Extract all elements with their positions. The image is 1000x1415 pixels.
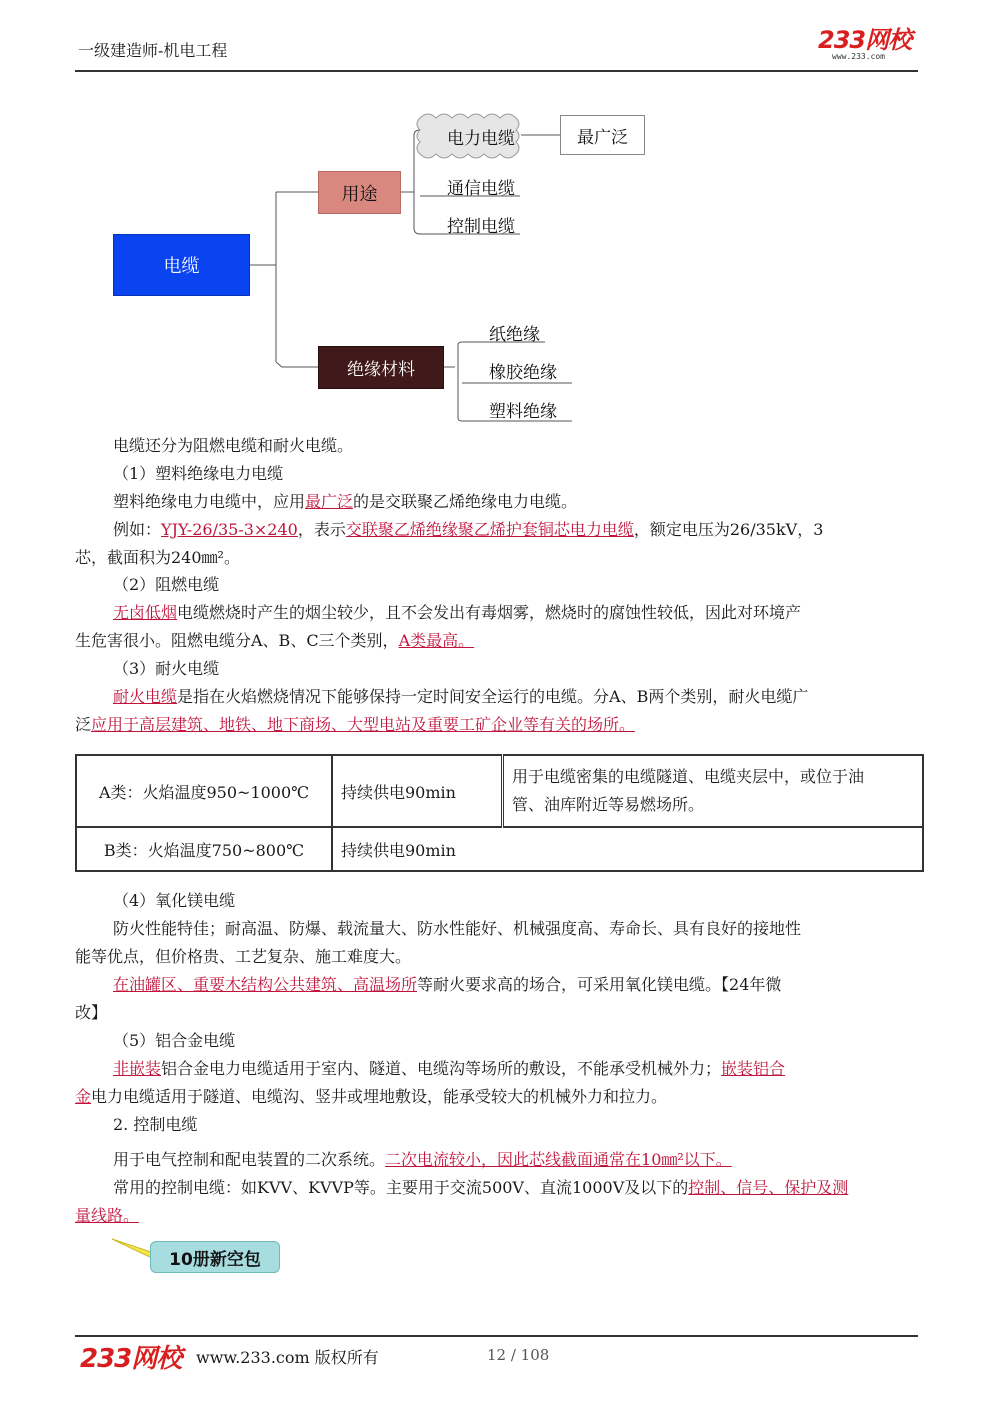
table-row — [76, 827, 923, 871]
section-heading: （4）氧化镁电缆 — [113, 891, 236, 910]
text-run: 的是交联聚乙烯绝缘电力电缆。 — [353, 492, 578, 511]
table-cell-line: 用于电缆密集的电缆隧道、电缆夹层中，或位于油 — [512, 767, 865, 786]
text-run: ，表示 — [297, 520, 346, 539]
table-cell-line: 管、油库附近等易燃场所。 — [512, 795, 705, 814]
footer-divider — [75, 1335, 918, 1337]
paragraph: 电缆还分为阻燃电缆和耐火电缆。 — [113, 436, 354, 455]
table-cell-class: A类：火焰温度950~1000℃ — [76, 755, 332, 827]
table-row — [76, 755, 923, 827]
highlighted-text: 量线路。 — [75, 1206, 140, 1225]
footer-logo: 233网校 — [80, 1344, 182, 1374]
paragraph — [113, 603, 801, 623]
mindmap-leaf-plastic-insulation: 塑料绝缘 — [489, 402, 557, 422]
text-run: 常用的控制电缆：如KVV、KVVP等。主要用于交流500V、直流1000V及以下的 — [113, 1178, 689, 1197]
section-heading: （5）铝合金电缆 — [113, 1031, 236, 1050]
highlighted-text: 应用于高层建筑、地铁、地下商场、大型电站及重要工矿企业等有关的场所。 — [91, 715, 636, 734]
highlighted-text: 无卤低烟 — [113, 603, 178, 622]
mindmap-leaf-control-cable: 控制电缆 — [447, 217, 515, 237]
text-run: 泛 — [75, 715, 92, 734]
table-cell-supply: 持续供电90min — [332, 827, 923, 871]
paragraph-continuation — [75, 715, 635, 735]
text-run: 电力电缆适用于隧道、电缆沟、竖井或埋地敷设，能承受较大的机械外力和拉力。 — [91, 1087, 668, 1106]
mindmap-insulation-node: 绝缘材料 — [318, 346, 444, 389]
brand-logo-url: www.233.com — [832, 52, 885, 61]
mindmap-leaf-communication-cable: 通信电缆 — [447, 179, 515, 199]
table-cell-class: B类：火焰温度750~800℃ — [76, 827, 332, 871]
text-run: 铝合金电力电缆适用于室内、隧道、电缆沟等场所的敷设，不能承受机械外力； — [161, 1059, 722, 1078]
paragraph — [113, 687, 808, 707]
paragraph — [113, 492, 577, 512]
highlighted-text: 嵌装铝合 — [721, 1059, 786, 1078]
paragraph — [113, 975, 781, 995]
mindmap-leaf-rubber-insulation: 橡胶绝缘 — [489, 363, 557, 383]
table-cell-supply: 持续供电90min — [332, 755, 503, 827]
paragraph — [113, 1059, 785, 1079]
highlighted-text: 耐火电缆 — [113, 687, 178, 706]
paragraph — [113, 520, 823, 540]
text-run: 是指在火焰燃烧情况下能够保持一定时间安全运行的电缆。分A、B两个类别，耐火电缆广 — [177, 687, 809, 706]
highlighted-text: 二次电流较小，因此芯线截面通常在10㎜²以下。 — [385, 1150, 732, 1169]
mindmap-leaf-power-cable: 电力电缆 — [447, 129, 515, 149]
fire-resistant-cable-table — [75, 754, 924, 872]
highlighted-text: A类最高。 — [398, 631, 475, 650]
footer-copyright: www.233.com 版权所有 — [196, 1348, 379, 1367]
table-cell-usage — [503, 755, 924, 827]
text-run: ，额定电压为26/35kV，3 — [633, 520, 824, 539]
section-heading: 2. 控制电缆 — [113, 1115, 198, 1134]
course-package-badge[interactable]: 10册新空包 — [150, 1241, 280, 1273]
paragraph — [113, 1150, 732, 1170]
paragraph-continuation — [75, 1087, 667, 1107]
highlighted-text: YJY-26/35-3×240 — [161, 520, 298, 539]
highlighted-text: 金 — [75, 1087, 92, 1106]
paragraph-continuation — [75, 1206, 139, 1226]
brand-logo-text: 233网校 — [818, 26, 912, 54]
text-run: 生危害很小。阻燃电缆分A、B、C三个类别， — [75, 631, 399, 650]
paragraph-continuation — [75, 631, 474, 651]
mindmap-root-node: 电缆 — [113, 234, 250, 296]
text-run: 例如： — [113, 520, 162, 539]
highlighted-text: 控制、信号、保护及测 — [688, 1178, 849, 1197]
highlighted-text: 交联聚乙烯绝缘聚乙烯护套铜芯电力电缆 — [345, 520, 634, 539]
document-header-title: 一级建造师-机电工程 — [78, 41, 228, 60]
paragraph-continuation: 改】 — [75, 1003, 108, 1022]
mindmap-usage-node: 用途 — [318, 171, 401, 214]
text-run: 等耐火要求高的场合，可采用氧化镁电缆。【24年微 — [417, 975, 782, 994]
paragraph: 防火性能特佳；耐高温、防爆、载流量大、防水性能好、机械强度高、寿命长、具有良好的接地性 — [113, 919, 802, 938]
section-heading: （2）阻燃电缆 — [113, 575, 220, 594]
paragraph — [113, 1178, 848, 1198]
text-run: 塑料绝缘电力电缆中，应用 — [113, 492, 306, 511]
highlighted-text: 非嵌装 — [113, 1059, 162, 1078]
highlighted-text: 最广泛 — [305, 492, 354, 511]
mindmap-most-widespread-node: 最广泛 — [560, 115, 645, 155]
highlighted-text: 在油罐区、重要木结构公共建筑、高温场所 — [113, 975, 418, 994]
paragraph-continuation: 芯，截面积为240㎜²。 — [75, 548, 240, 567]
mindmap-leaf-paper-insulation: 纸绝缘 — [489, 325, 540, 345]
section-heading: （3）耐火电缆 — [113, 659, 220, 678]
text-run: 用于电气控制和配电装置的二次系统。 — [113, 1150, 386, 1169]
text-run: 电缆燃烧时产生的烟尘较少，且不会发出有毒烟雾，燃烧时的腐蚀性较低，因此对环境产 — [177, 603, 802, 622]
section-heading: （1）塑料绝缘电力电缆 — [113, 464, 284, 483]
paragraph-continuation: 能等优点，但价格贵、工艺复杂、施工难度大。 — [75, 947, 412, 966]
page-number: 12 / 108 — [487, 1346, 550, 1364]
